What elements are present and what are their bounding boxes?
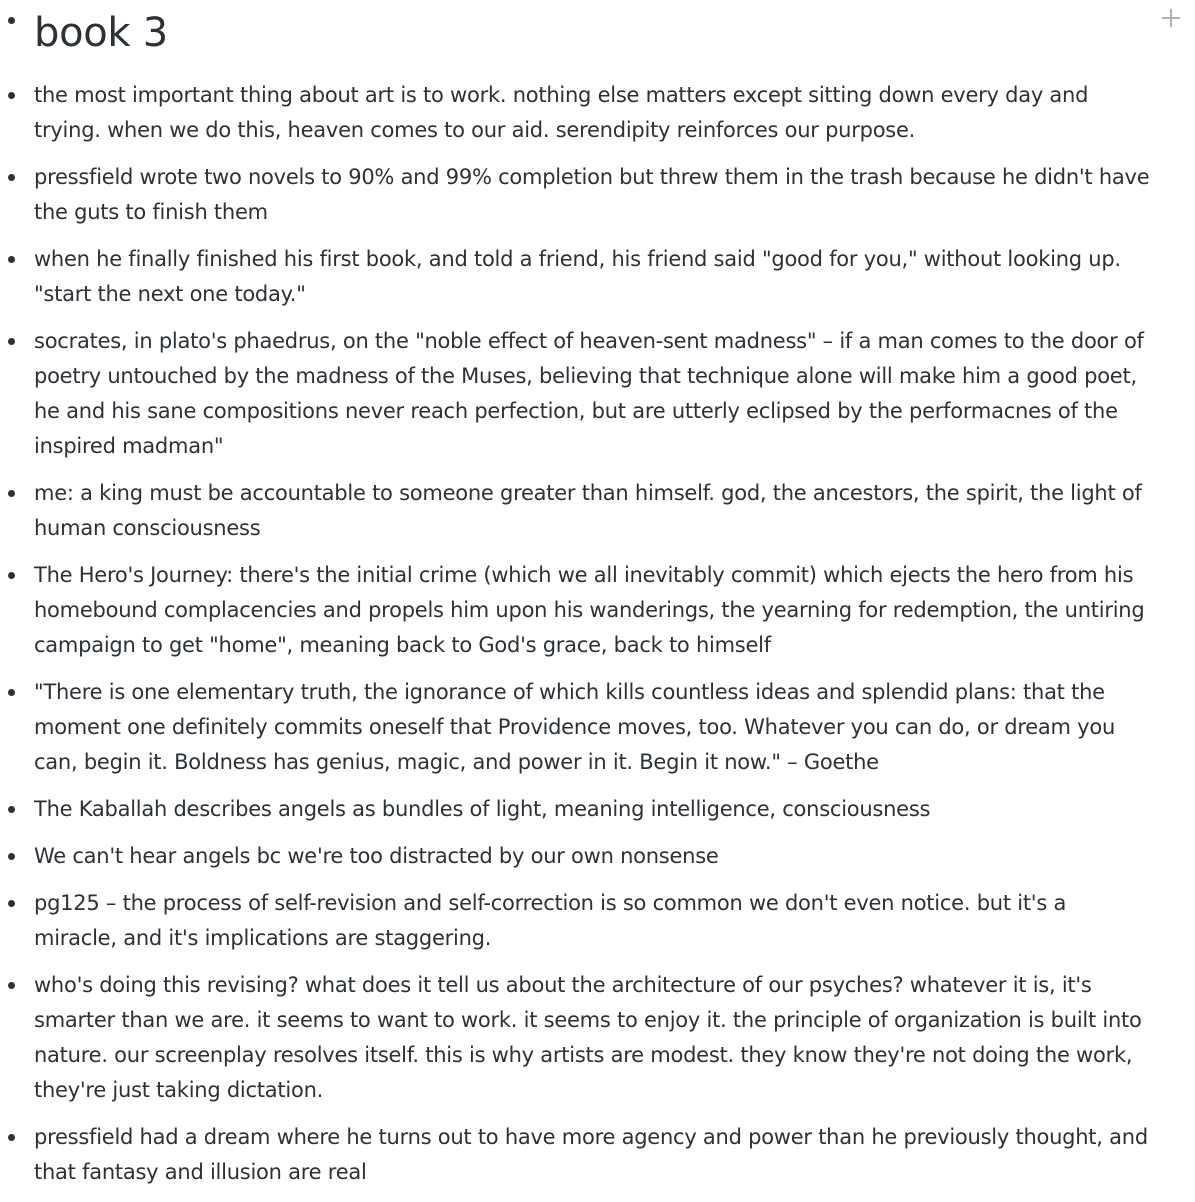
bullet-item[interactable] [0,886,1195,956]
bullet-item[interactable] [0,1120,1195,1190]
bullet-text[interactable]: who's doing this revising? what does it tell us about the architecture of our psyches? whatever it is, it's smarter than we are. it seems to want to work. it seems to enjoy it. the principle of organization is built into nature. our screenplay resolves itself. this is why artists are modest. they know they're not doing the work, they're just taking dictation. [34,973,1142,1102]
bullet-dot[interactable] [8,572,15,579]
bullet-item[interactable] [0,324,1195,464]
bullet-item[interactable] [0,242,1195,312]
bullet-dot[interactable] [8,92,15,99]
page-header [0,0,1195,62]
bullet-item[interactable] [0,476,1195,546]
page-title[interactable]: book 3 [34,10,168,56]
bullet-text[interactable]: pressfield had a dream where he turns out to have more agency and power than he previously thought, and that fantasy and illusion are real [34,1125,1148,1184]
bullet-text[interactable]: We can't hear angels bc we're too distracted by our own nonsense [34,844,719,868]
bullet-item[interactable] [0,78,1195,148]
bullet-dot[interactable] [8,806,15,813]
bullet-item[interactable] [0,558,1195,663]
bullet-dot[interactable] [8,900,15,907]
plus-icon [1158,5,1184,31]
bullet-text[interactable]: "There is one elementary truth, the ignorance of which kills countless ideas and splendid plans: that the moment one definitely commits oneself that Providence moves, too. Whatever you can do, or dream you can, begin it. Boldness has genius, magic, and power in it. Begin it now." – Goethe [34,680,1116,774]
bullet-item[interactable] [0,792,1195,827]
bullet-text[interactable]: The Hero's Journey: there's the initial crime (which we all inevitably commit) which ejects the hero from his homebound complacencies and propels him upon his wanderings, the yearning for redemption, the untiring campaign to get "home", meaning back to God's grace, back to himself [34,563,1145,657]
bullet-dot[interactable] [8,853,15,860]
bullet-dot[interactable] [8,174,15,181]
bullet-text[interactable]: pg125 – the process of self-revision and self-correction is so common we don't even notice. but it's a miracle, and it's implications are staggering. [34,891,1067,950]
bullet-dot[interactable] [8,256,15,263]
bullet-dot[interactable] [8,490,15,497]
bullet-text[interactable]: when he finally finished his first book, and told a friend, his friend said "good for you," without looking up. "start the next one today." [34,247,1121,306]
bullet-text[interactable]: The Kaballah describes angels as bundles of light, meaning intelligence, consciousness [34,797,931,821]
bullet-text[interactable]: me: a king must be accountable to someone greater than himself. god, the ancestors, the spirit, the light of human consciousness [34,481,1142,540]
title-bullet[interactable] [8,17,15,24]
add-button[interactable] [1158,5,1184,31]
bullet-item[interactable] [0,839,1195,874]
bullet-text[interactable]: the most important thing about art is to work. nothing else matters except sitting down every day and trying. when we do this, heaven comes to our aid. serendipity reinforces our purpose. [34,83,1089,142]
bullet-text[interactable]: socrates, in plato's phaedrus, on the "noble effect of heaven-sent madness" – if a man comes to the door of poetry untouched by the madness of the Muses, believing that technique alone will make him a good poet, he and his sane compositions never reach perfection, but are utterly eclipsed by the performacnes of the inspired madman" [34,329,1144,458]
bullet-list [0,78,1195,1202]
bullet-item[interactable] [0,968,1195,1108]
bullet-item[interactable] [0,675,1195,780]
bullet-text[interactable]: pressfield wrote two novels to 90% and 99% completion but threw them in the trash because he didn't have the guts to finish them [34,165,1150,224]
bullet-item[interactable] [0,160,1195,230]
bullet-dot[interactable] [8,689,15,696]
bullet-dot[interactable] [8,338,15,345]
bullet-dot[interactable] [8,982,15,989]
bullet-dot[interactable] [8,1134,15,1141]
